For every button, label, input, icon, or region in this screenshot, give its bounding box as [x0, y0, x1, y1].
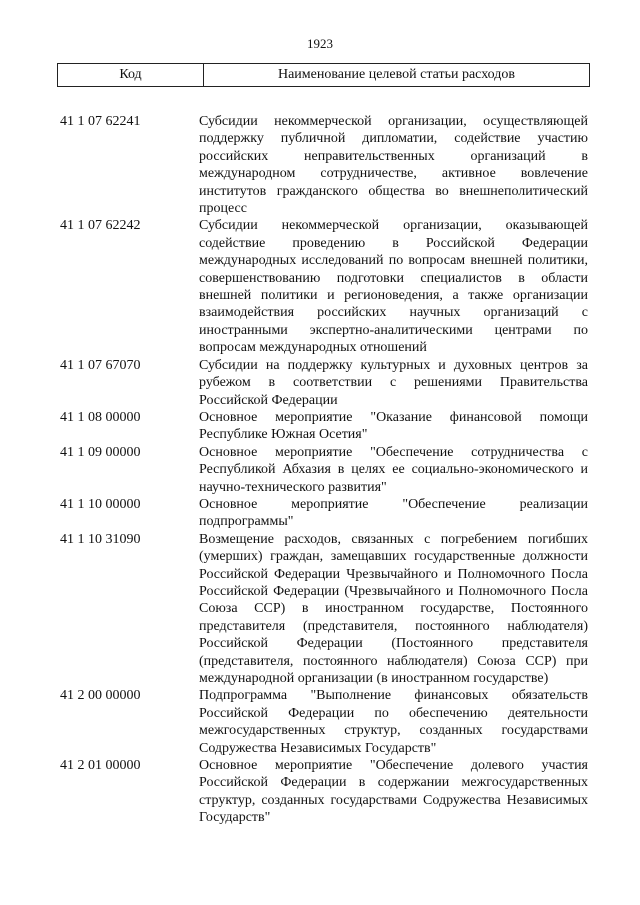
row-code: 41 1 07 62241 — [60, 114, 141, 129]
table-row — [60, 757, 588, 827]
row-description: Основное мероприятие "Обеспечение реализации подпрограммы" — [199, 496, 588, 530]
row-description: Возмещение расходов, связанных с погребением погибших (умерших) граждан, замещавших государственные должности Российской Федерации Чрезвычайного и Полномочного Посла Российской Федерации (Чрезвычайного и Полномочного Посла Союза ССР) в иностранном государстве, Постоянного представителя (представителя, постоянного наблюдателя) Российской Федерации (Постоянного представителя (представителя, постоянного наблюдателя) Союза ССР) при международной организации (в иностранном государстве) — [199, 531, 588, 686]
table-row — [60, 217, 588, 356]
row-description: Подпрограмма "Выполнение финансовых обязательств Российской Федерации по обеспечению деятельности межгосударственных структур, созданных государствами Содружества Независимых Государств" — [199, 688, 588, 756]
row-description: Субсидии некоммерческой организации, осуществляющей поддержку публичной дипломатии, содействие участию российских неправительственных организаций в международном сотрудничестве, активное вовлечение институтов гражданского общества во внешнеполитический процесс — [199, 114, 588, 217]
table-row — [60, 444, 588, 496]
table-row — [60, 409, 588, 444]
column-header-name: Наименование целевой статьи расходов — [277, 67, 516, 82]
table-row — [60, 687, 588, 757]
row-description: Основное мероприятие "Оказание финансовой помощи Республике Южная Осетия" — [199, 409, 588, 443]
page-number: 1923 — [307, 36, 333, 51]
table-row — [60, 357, 588, 409]
row-description: Субсидии некоммерческой организации, оказывающей содействие проведению в Российской Федерации международных исследований по вопросам внешней политики, совершенствованию подготовки специалистов в области внешней политики и регионоведения, а также организации взаимодействия российских научных организаций с иностранными экспертно-аналитическими центрами по вопросам международных отношений — [199, 218, 588, 356]
row-code: 41 1 10 00000 — [60, 496, 141, 512]
row-code: 41 1 10 31090 — [60, 531, 141, 547]
row-code: 41 2 01 00000 — [60, 758, 141, 774]
row-code: 41 1 07 67070 — [60, 357, 141, 373]
column-header-code: Код — [58, 64, 204, 86]
table-body — [60, 113, 588, 827]
row-code: 41 1 07 62242 — [60, 218, 141, 234]
row-code: 41 1 08 00000 — [60, 409, 141, 425]
table-row — [60, 531, 588, 688]
table-header — [57, 63, 590, 87]
row-description: Основное мероприятие "Обеспечение долевого участия Российской Федерации в содержании межгосударственных структур, созданных государствами Содружества Независимых Государств" — [199, 758, 588, 826]
table-row — [60, 496, 588, 531]
row-code: 41 2 00 00000 — [60, 688, 141, 704]
row-description: Основное мероприятие "Обеспечение сотрудничества с Республикой Абхазия в целях ее социально-экономического и научно-технического развития" — [199, 444, 588, 495]
row-description: Субсидии на поддержку культурных и духовных центров за рубежом в соответствии с решениями Правительства Российской Федерации — [199, 357, 588, 408]
table-row — [60, 113, 588, 217]
row-code: 41 1 09 00000 — [60, 444, 141, 460]
